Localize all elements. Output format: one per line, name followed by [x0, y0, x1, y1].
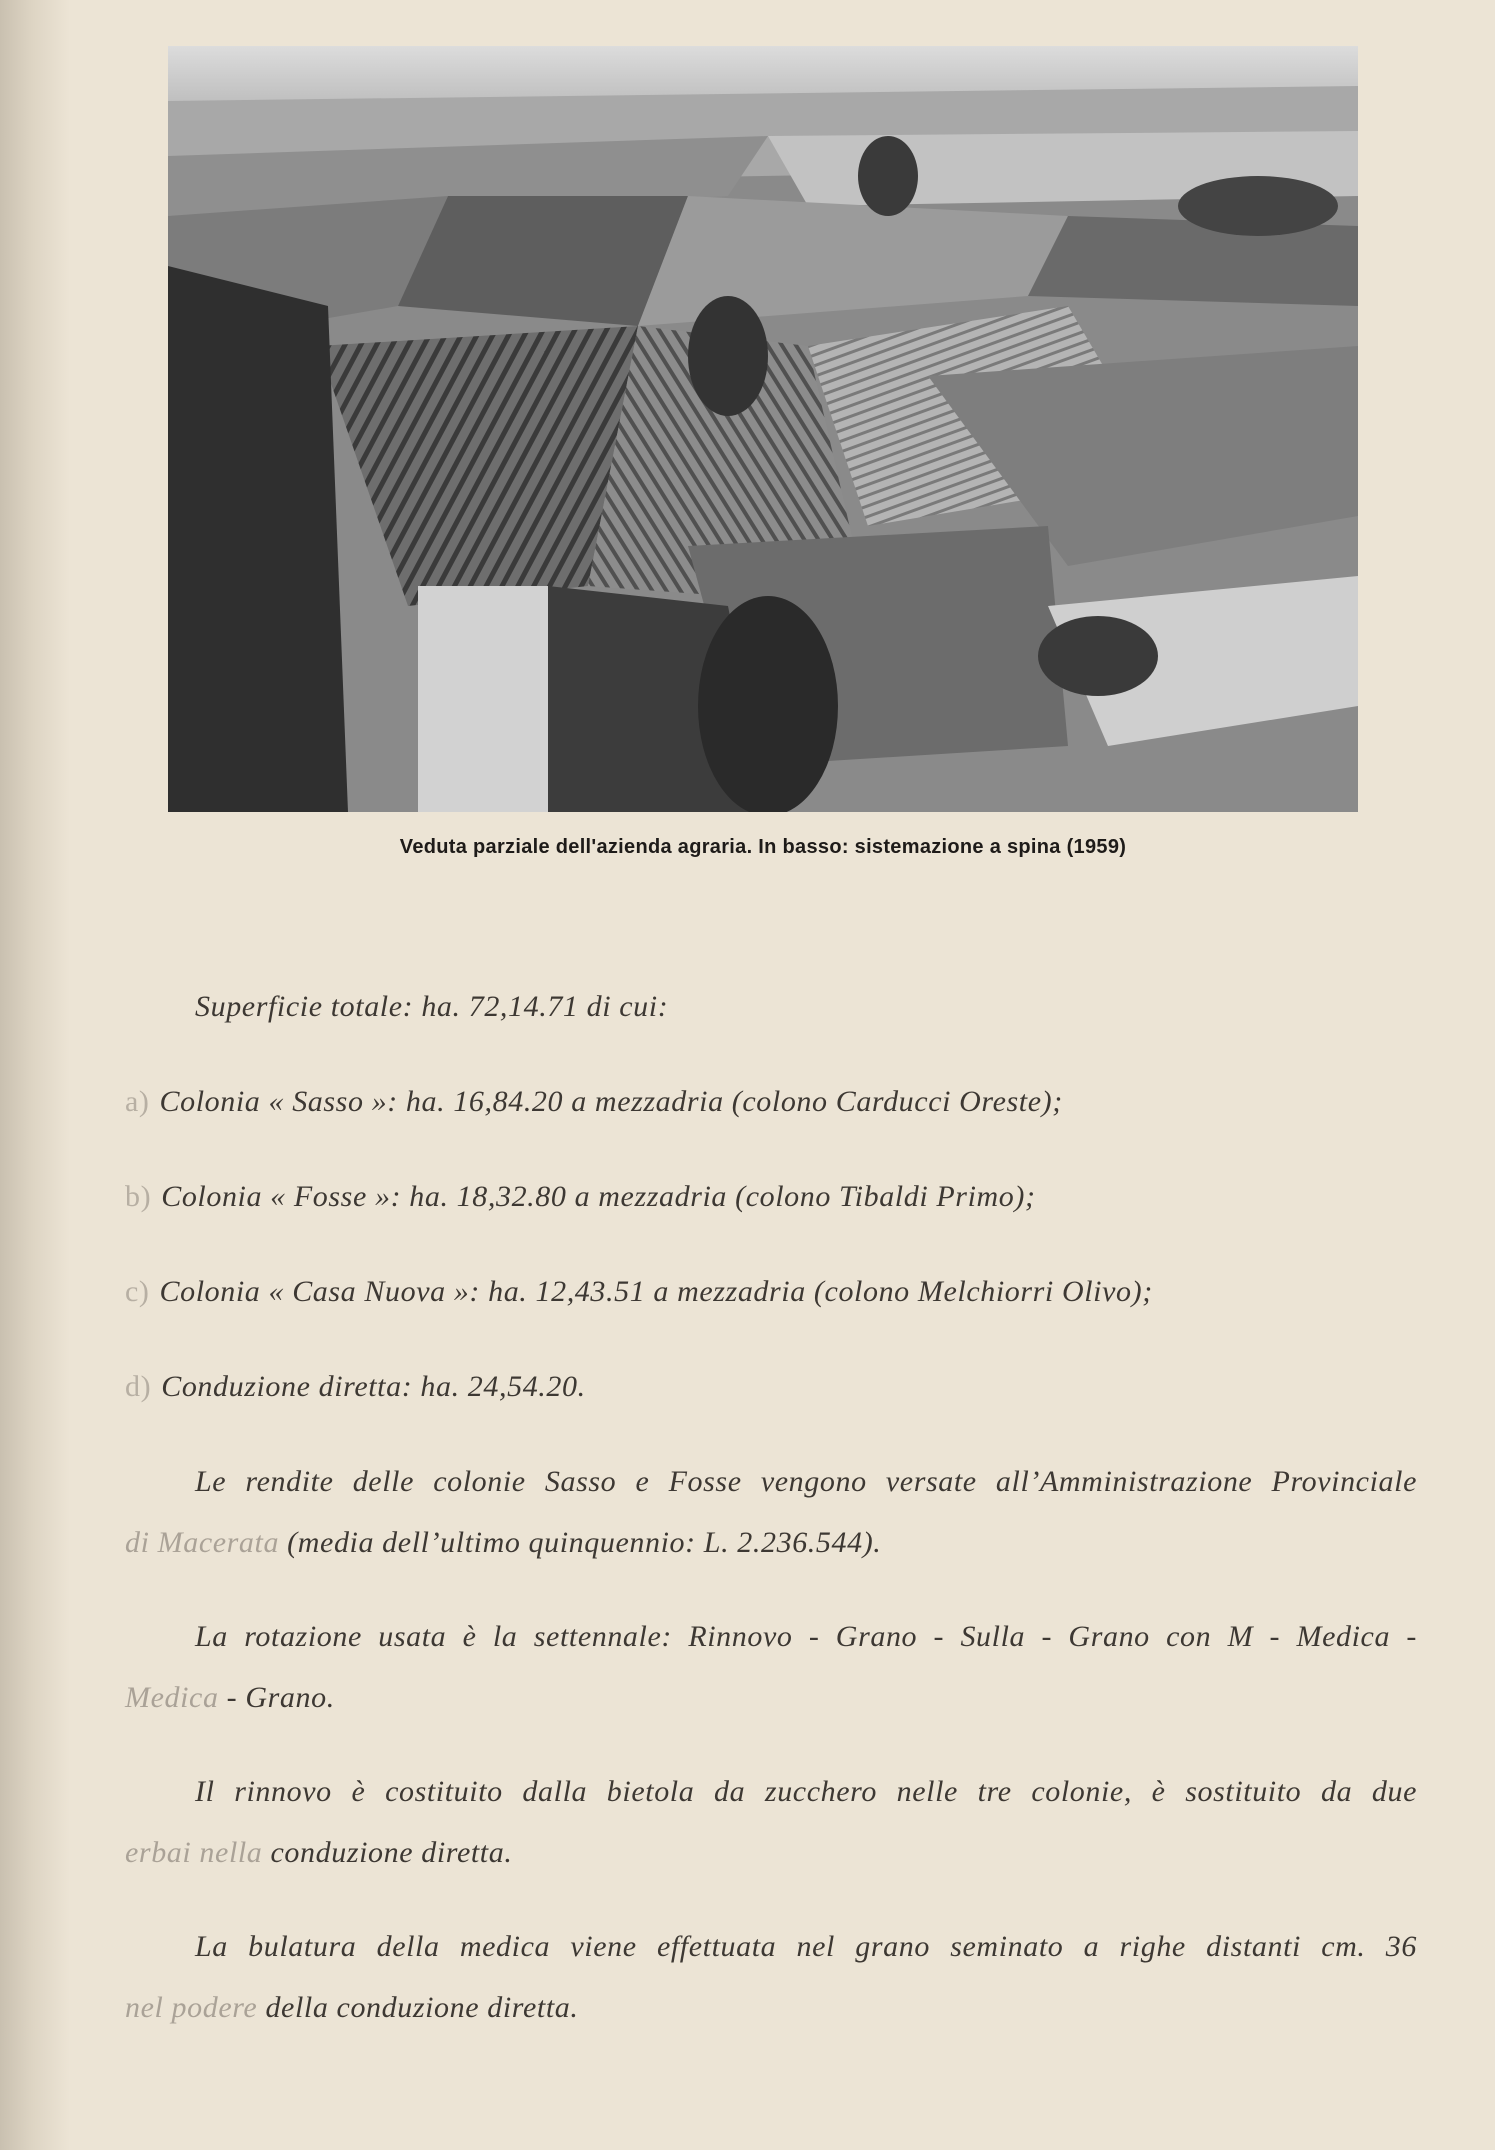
list-item-text: Colonia « Fosse »: ha. 18,32.80 a mezzadria (colono Tibaldi Primo);	[161, 1180, 1036, 1213]
list-marker: d)	[125, 1370, 152, 1403]
paragraph-line-start: nel podere	[125, 1991, 258, 2024]
farm-landscape-photo	[168, 46, 1358, 812]
paragraph-line-start: Medica	[125, 1681, 219, 1714]
paragraph-line-rest: della conduzione diretta.	[257, 1991, 579, 2024]
list-marker: c)	[125, 1275, 150, 1308]
list-item-text: Colonia « Casa Nuova »: ha. 12,43.51 a mezzadria (colono Melchiorri Olivo);	[159, 1275, 1153, 1308]
list-item-text: Conduzione diretta: ha. 24,54.20.	[161, 1370, 586, 1403]
photo-caption: Veduta parziale dell'azienda agraria. In basso: sistemazione a spina (1959)	[399, 836, 1127, 858]
paragraph-line-rest: (media dell’ultimo quinquennio: L. 2.236.544).	[279, 1526, 882, 1559]
intro-line: Superficie totale: ha. 72,14.71 di cui:	[195, 990, 669, 1023]
list-marker: a)	[125, 1085, 150, 1118]
paragraph-rotazione-line1: La rotazione usata è la settennale: Rinnovo - Grano - Sulla - Grano con M - Medica -	[195, 1620, 1417, 1653]
page-binding-shadow	[0, 0, 70, 2150]
list-item-text: Colonia « Sasso »: ha. 16,84.20 a mezzadria (colono Carducci Oreste);	[159, 1085, 1063, 1118]
paragraph-line-start: di Macerata	[125, 1526, 280, 1559]
paragraph-bulatura-line1: La bulatura della medica viene effettuata nel grano seminato a righe distanti cm. 36	[195, 1930, 1417, 1963]
list-marker: b)	[125, 1180, 152, 1213]
landscape-photo-icon	[168, 46, 1358, 812]
list-item-c	[125, 1275, 1153, 1309]
paragraph-rendite-line1: Le rendite delle colonie Sasso e Fosse vengono versate all’Amministrazione Provinciale	[195, 1465, 1417, 1498]
paragraph-line-rest: conduzione diretta.	[262, 1836, 513, 1869]
paragraph-rotazione-line2	[125, 1681, 335, 1715]
paragraph-rendite-line2	[125, 1526, 881, 1560]
list-item-b	[125, 1180, 1036, 1214]
list-item-a	[125, 1085, 1063, 1119]
paragraph-bulatura-line2	[125, 1991, 578, 2025]
paragraph-line-rest: - Grano.	[218, 1681, 335, 1714]
list-item-d	[125, 1370, 586, 1404]
paragraph-line-start: erbai nella	[125, 1836, 263, 1869]
paragraph-rinnovo-line1: Il rinnovo è costituito dalla bietola da zucchero nelle tre colonie, è sostituito da due	[195, 1775, 1417, 1808]
paragraph-rinnovo-line2	[125, 1836, 512, 1870]
